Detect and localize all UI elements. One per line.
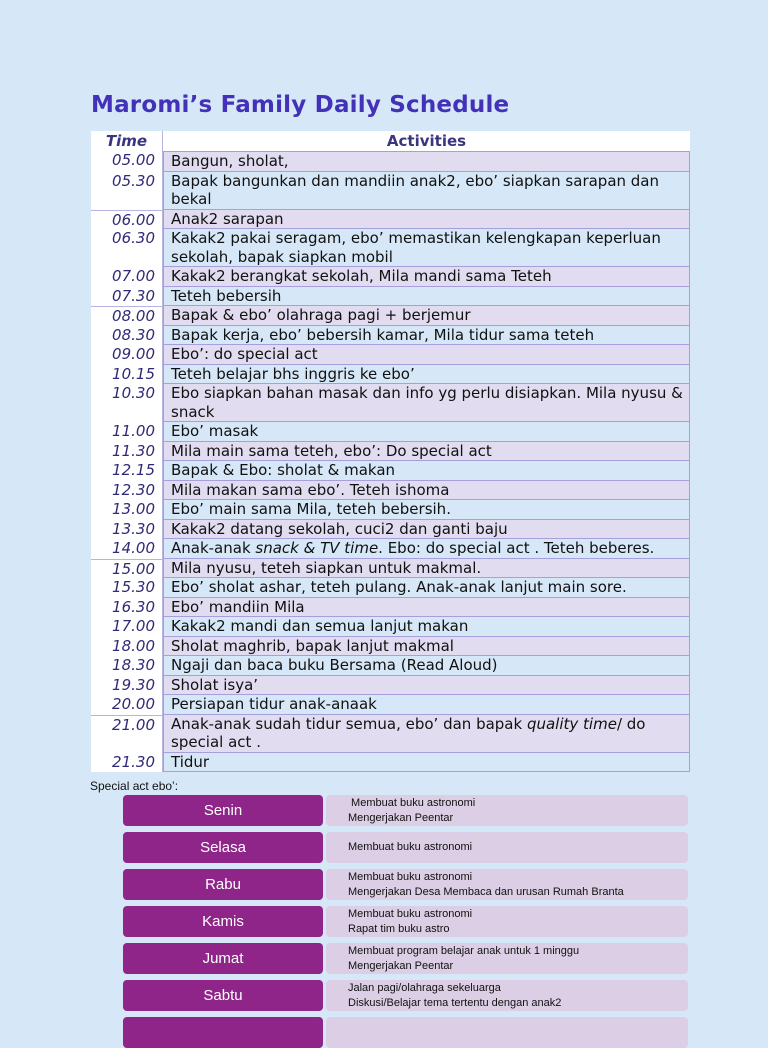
schedule-row <box>91 559 690 579</box>
day-label: Rabu <box>123 869 323 900</box>
day-label: Jumat <box>123 943 323 974</box>
activity-cell: Ebo’: do special act <box>163 345 690 365</box>
day-activities <box>326 943 688 974</box>
activity-cell: Sholat isya’ <box>163 676 690 696</box>
activity-cell <box>163 715 690 753</box>
schedule-row <box>91 481 690 501</box>
time-cell: 09.00 <box>91 345 163 365</box>
day-activity-line: Mengerjakan Peentar <box>348 811 454 824</box>
schedule-table <box>91 131 690 772</box>
schedule-row <box>91 753 690 773</box>
special-act-label: Special act ebo’: <box>90 779 179 793</box>
day-activity-line: Rapat tim buku astro <box>348 922 450 935</box>
day-activity-line: Membuat buku astronomi <box>348 841 473 853</box>
day-activity-line: Membuat buku astronomi <box>348 796 476 809</box>
time-cell: 18.00 <box>91 637 163 657</box>
time-cell: 15.30 <box>91 578 163 598</box>
activity-emphasis: snack & TV time <box>255 539 379 557</box>
schedule-row <box>91 422 690 442</box>
time-cell: 16.30 <box>91 598 163 618</box>
activity-cell: Kakak2 mandi dan semua lanjut makan <box>163 617 690 637</box>
time-cell: 12.15 <box>91 461 163 481</box>
schedule-row <box>91 500 690 520</box>
time-cell: 12.30 <box>91 481 163 501</box>
schedule-row <box>91 365 690 385</box>
schedule-row <box>91 442 690 462</box>
schedule-row <box>91 539 690 559</box>
activity-cell: Anak2 sarapan <box>163 210 690 230</box>
time-cell: 11.00 <box>91 422 163 442</box>
schedule-row <box>91 210 690 230</box>
time-header: Time <box>91 131 163 151</box>
schedule-row <box>91 715 690 753</box>
schedule-row <box>91 676 690 696</box>
activity-cell: Kakak2 pakai seragam, ebo’ memastikan kelengkapan keperluan sekolah, bapak siapkan mobil <box>163 229 690 267</box>
activity-cell: Bangun, sholat, <box>163 151 690 172</box>
schedule-row <box>91 461 690 481</box>
activity-text: / do special act . <box>171 714 646 751</box>
schedule-row <box>91 617 690 637</box>
schedule-row <box>91 287 690 307</box>
activity-cell: Kakak2 datang sekolah, cuci2 dan ganti baju <box>163 520 690 540</box>
activity-cell: Mila makan sama ebo’. Teteh ishoma <box>163 481 690 501</box>
time-cell: 07.00 <box>91 267 163 287</box>
day-activities <box>326 1017 688 1048</box>
time-cell: 07.30 <box>91 287 163 307</box>
activity-cell: Kakak2 berangkat sekolah, Mila mandi sama Teteh <box>163 267 690 287</box>
activity-cell: Bapak kerja, ebo’ bebersih kamar, Mila tidur sama teteh <box>163 326 690 346</box>
activity-cell: Teteh bebersih <box>163 287 690 307</box>
activity-cell: Bapak & ebo’ olahraga pagi + berjemur <box>163 306 690 326</box>
activity-cell <box>163 539 690 559</box>
schedule-row <box>91 267 690 287</box>
schedule-row <box>91 229 690 267</box>
day-label: Sabtu <box>123 980 323 1011</box>
time-cell: 19.30 <box>91 676 163 696</box>
day-activity-line: Diskusi/Belajar tema tertentu dengan anak2 <box>348 996 562 1009</box>
activity-cell: Ebo’ main sama Mila, teteh bebersih. <box>163 500 690 520</box>
activity-cell: Mila main sama teteh, ebo’: Do special act <box>163 442 690 462</box>
page-title: Maromi’s Family Daily Schedule <box>91 92 510 118</box>
time-cell: 21.30 <box>91 753 163 773</box>
activity-cell: Ebo’ sholat ashar, teteh pulang. Anak-anak lanjut main sore. <box>163 578 690 598</box>
time-cell: 18.30 <box>91 656 163 676</box>
time-cell: 13.30 <box>91 520 163 540</box>
activity-cell: Ebo’ mandiin Mila <box>163 598 690 618</box>
time-cell: 06.30 <box>91 229 163 267</box>
time-cell: 13.00 <box>91 500 163 520</box>
day-label: Senin <box>123 795 323 826</box>
time-cell: 08.00 <box>91 306 163 326</box>
time-cell: 21.00 <box>91 715 163 753</box>
time-cell: 17.00 <box>91 617 163 637</box>
day-activities <box>326 832 688 863</box>
schedule-row <box>91 345 690 365</box>
day-activities <box>326 906 688 937</box>
day-activities <box>326 869 688 900</box>
day-activity-line: Membuat buku astronomi <box>348 907 473 920</box>
activity-cell: Bapak bangunkan dan mandiin anak2, ebo’ siapkan sarapan dan bekal <box>163 172 690 210</box>
activity-text: Anak-anak sudah tidur semua, ebo’ dan bapak <box>171 714 527 733</box>
time-cell: 08.30 <box>91 326 163 346</box>
day-label: Selasa <box>123 832 323 863</box>
day-activity-line: Jalan pagi/olahraga sekeluarga <box>348 981 501 994</box>
schedule-row <box>91 384 690 422</box>
schedule-row <box>91 598 690 618</box>
day-activity-line: Membuat buku astronomi <box>348 870 473 883</box>
schedule-row <box>91 695 690 715</box>
day-activity-line: Mengerjakan Peentar <box>348 959 454 972</box>
activity-cell: Ngaji dan baca buku Bersama (Read Aloud) <box>163 656 690 676</box>
activity-cell: Ebo siapkan bahan masak dan info yg perlu disiapkan. Mila nyusu & snack <box>163 384 690 422</box>
activity-text: Anak-anak <box>171 539 256 557</box>
day-activities <box>326 980 688 1011</box>
activity-emphasis: quality time <box>526 714 617 733</box>
activity-text: . Ebo: do special act . Teteh beberes. <box>378 539 655 557</box>
time-cell: 15.00 <box>91 559 163 579</box>
time-cell: 05.00 <box>91 151 163 172</box>
schedule-row <box>91 151 690 172</box>
activity-cell: Ebo’ masak <box>163 422 690 442</box>
activity-cell: Persiapan tidur anak-anaak <box>163 695 690 715</box>
schedule-row <box>91 656 690 676</box>
schedule-row <box>91 172 690 210</box>
day-activity-line: Membuat program belajar anak untuk 1 minggu <box>348 944 580 957</box>
schedule-header <box>91 131 690 151</box>
activity-cell: Teteh belajar bhs inggris ke ebo’ <box>163 365 690 385</box>
day-label: Kamis <box>123 906 323 937</box>
schedule-row <box>91 578 690 598</box>
schedule-row <box>91 326 690 346</box>
time-cell: 20.00 <box>91 695 163 715</box>
time-cell: 05.30 <box>91 172 163 210</box>
activity-header: Activities <box>386 132 467 150</box>
activity-cell: Bapak & Ebo: sholat & makan <box>163 461 690 481</box>
time-cell: 11.30 <box>91 442 163 462</box>
schedule-row <box>91 637 690 657</box>
time-cell: 14.00 <box>91 539 163 559</box>
time-cell: 10.15 <box>91 365 163 385</box>
activity-cell: Tidur <box>163 753 690 773</box>
schedule-rows <box>91 151 690 772</box>
schedule-row <box>91 306 690 326</box>
activity-cell: Sholat maghrib, bapak lanjut makmal <box>163 637 690 657</box>
schedule-row <box>91 520 690 540</box>
time-cell: 10.30 <box>91 384 163 422</box>
activity-cell: Mila nyusu, teteh siapkan untuk makmal. <box>163 559 690 579</box>
day-label <box>123 1017 323 1048</box>
day-activities <box>326 795 688 826</box>
day-activity-line: Mengerjakan Desa Membaca dan urusan Rumah Branta <box>348 885 624 898</box>
time-cell: 06.00 <box>91 210 163 230</box>
